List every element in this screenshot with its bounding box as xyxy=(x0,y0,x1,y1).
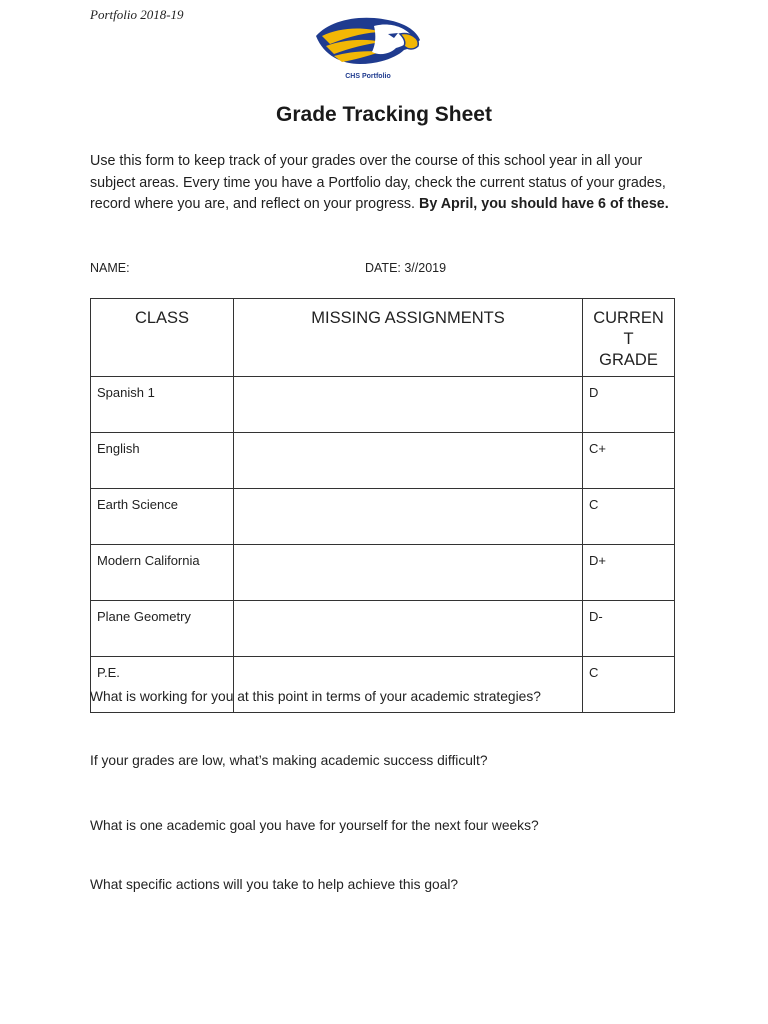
table-header-row xyxy=(91,299,675,377)
grade-cell: D- xyxy=(583,601,675,657)
grade-cell: C xyxy=(583,657,675,713)
portfolio-year-note: Portfolio 2018-19 xyxy=(90,7,184,22)
intro-bold-text: By April, you should have 6 of these. xyxy=(419,196,669,212)
missing-cell[interactable] xyxy=(234,545,583,601)
date-label: DATE: 3//2019 xyxy=(365,261,447,275)
table-row xyxy=(91,601,675,657)
page-title: Grade Tracking Sheet xyxy=(276,103,492,126)
header-missing-assignments: MISSING ASSIGNMENTS xyxy=(234,299,583,377)
header-class: CLASS xyxy=(91,299,234,377)
header-current-grade: CURREN T GRADE xyxy=(583,299,675,377)
intro-text: Use this form to keep track of your grades over the course of this school year in all your subject areas. Every time you have a Portfolio day, check the current status of your grades, record where you are, and reflect on your progress. xyxy=(90,153,666,212)
missing-cell[interactable] xyxy=(234,657,583,713)
grade-table xyxy=(90,298,675,713)
table-row xyxy=(91,545,675,601)
missing-cell[interactable] xyxy=(234,489,583,545)
logo-caption: CHS Portfolio xyxy=(345,73,391,80)
grade-cell: D xyxy=(583,377,675,433)
grade-cell: C xyxy=(583,489,675,545)
question-difficulty: If your grades are low, what’s making academic success difficult? xyxy=(90,753,488,768)
class-cell: Modern California xyxy=(91,545,234,601)
question-goal: What is one academic goal you have for yourself for the next four weeks? xyxy=(90,818,539,833)
intro-paragraph xyxy=(90,151,682,216)
class-cell: P.E. xyxy=(91,657,234,713)
grade-cell: D+ xyxy=(583,545,675,601)
class-cell: Earth Science xyxy=(91,489,234,545)
class-cell: Plane Geometry xyxy=(91,601,234,657)
name-label: NAME: xyxy=(90,261,130,275)
question-actions: What specific actions will you take to help achieve this goal? xyxy=(90,877,459,892)
table-row xyxy=(91,657,675,713)
table-row xyxy=(91,377,675,433)
missing-cell[interactable] xyxy=(234,377,583,433)
table-row xyxy=(91,433,675,489)
class-cell: Spanish 1 xyxy=(91,377,234,433)
table-row xyxy=(91,489,675,545)
grade-cell: C+ xyxy=(583,433,675,489)
missing-cell[interactable] xyxy=(234,433,583,489)
class-cell: English xyxy=(91,433,234,489)
missing-cell[interactable] xyxy=(234,601,583,657)
question-strategies: What is working for you at this point in terms of your academic strategies? xyxy=(90,689,541,704)
eagle-logo xyxy=(312,10,424,82)
eagle-mascot-icon xyxy=(312,10,424,82)
